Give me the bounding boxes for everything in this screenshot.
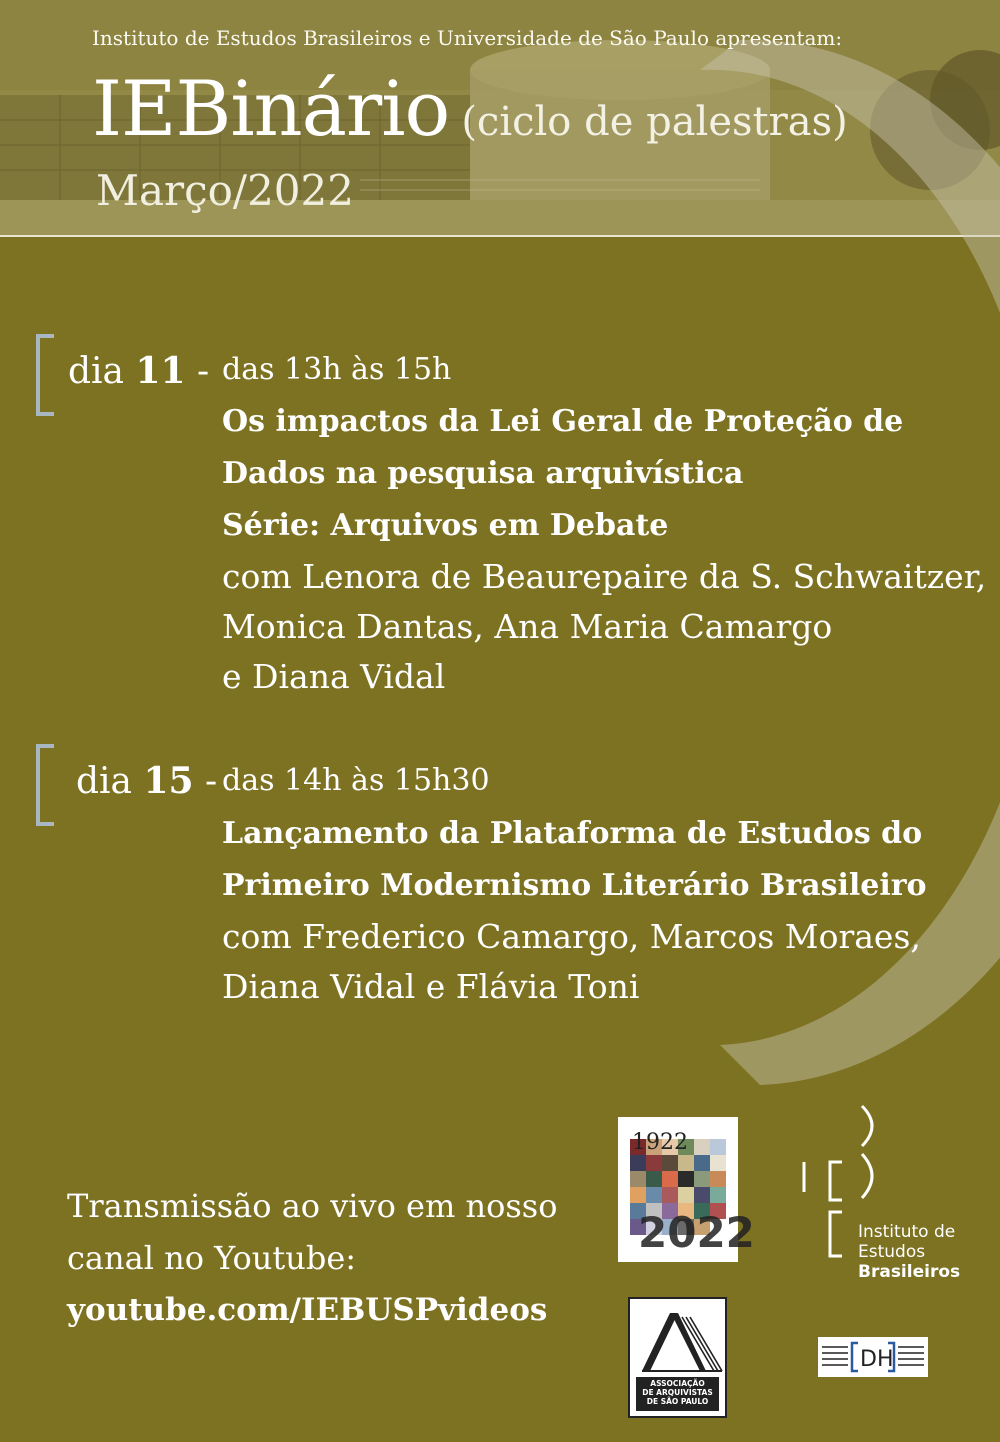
- ieb-line-strong: Brasileiros: [858, 1262, 961, 1282]
- bracket-icon: [36, 744, 54, 826]
- aasp-line: DE ARQUIVISTAS: [642, 1388, 713, 1397]
- month-label: Março/2022: [96, 166, 354, 215]
- stream-line: Transmissão ao vivo em nosso: [67, 1187, 558, 1225]
- aasp-line: DE SÃO PAULO: [646, 1397, 709, 1406]
- page-title: [92, 64, 848, 153]
- ieb-line: Estudos: [858, 1242, 926, 1262]
- day-number: 15: [143, 760, 194, 802]
- event-speaker-line: com Frederico Camargo, Marcos Moraes,: [222, 917, 921, 956]
- youtube-link[interactable]: youtube.com/IEBUSPvideos: [67, 1292, 548, 1328]
- ieb-logo: [800, 1100, 980, 1285]
- day-number: 11: [135, 350, 186, 392]
- event-title-line: Os impactos da Lei Geral de Proteção de: [222, 404, 904, 439]
- dh-logo: [818, 1337, 928, 1377]
- event-day: [76, 760, 217, 802]
- dh-lines-icon: [818, 1337, 928, 1377]
- event-speaker-line: e Diana Vidal: [222, 657, 446, 696]
- day-prefix: dia: [68, 351, 125, 392]
- stream-info: [67, 1180, 557, 1336]
- aasp-caption: [630, 1379, 725, 1406]
- centenario-logo: [618, 1117, 755, 1262]
- aasp-line: ASSOCIAÇÃO: [650, 1379, 705, 1388]
- svg-text:1922: 1922: [632, 1130, 688, 1155]
- event-details: [222, 808, 982, 1012]
- stream-line: canal no Youtube:: [67, 1239, 357, 1277]
- presenters-line: Instituto de Estudos Brasileiros e Universidade de São Paulo apresentam:: [92, 26, 843, 50]
- dh-label: DH: [860, 1347, 894, 1372]
- event-title-line: Lançamento da Plataforma de Estudos do: [222, 816, 923, 851]
- event-title-line: Série: Arquivos em Debate: [222, 508, 669, 543]
- mosaic-icon: [618, 1117, 755, 1262]
- title-subtitle: (ciclo de palestras): [461, 99, 848, 145]
- header-divider: [0, 235, 1000, 237]
- bracket-icon: [36, 334, 54, 416]
- aasp-logo: [628, 1297, 727, 1418]
- ieb-line: Instituto de: [858, 1222, 956, 1242]
- event-title-line: Dados na pesquisa arquivística: [222, 456, 744, 491]
- day-dash: -: [205, 761, 218, 802]
- event-details: [222, 396, 987, 702]
- event-day: [68, 350, 209, 392]
- event-speaker-line: com Lenora de Beaurepaire da S. Schwaitzer,: [222, 557, 987, 596]
- ieb-name: [858, 1222, 960, 1282]
- event-time: das 14h às 15h30: [222, 763, 490, 798]
- event-speaker-line: Monica Dantas, Ana Maria Camargo: [222, 607, 833, 646]
- ieb-line-bold: [858, 1262, 960, 1282]
- event-title-line: Primeiro Modernismo Literário Brasileiro: [222, 868, 927, 903]
- day-dash: -: [197, 351, 210, 392]
- svg-text:2022: 2022: [638, 1208, 755, 1257]
- title-main: IEBinário: [92, 64, 450, 153]
- day-prefix: dia: [76, 761, 133, 802]
- event-speaker-line: Diana Vidal e Flávia Toni: [222, 967, 640, 1006]
- event-time: das 13h às 15h: [222, 352, 452, 387]
